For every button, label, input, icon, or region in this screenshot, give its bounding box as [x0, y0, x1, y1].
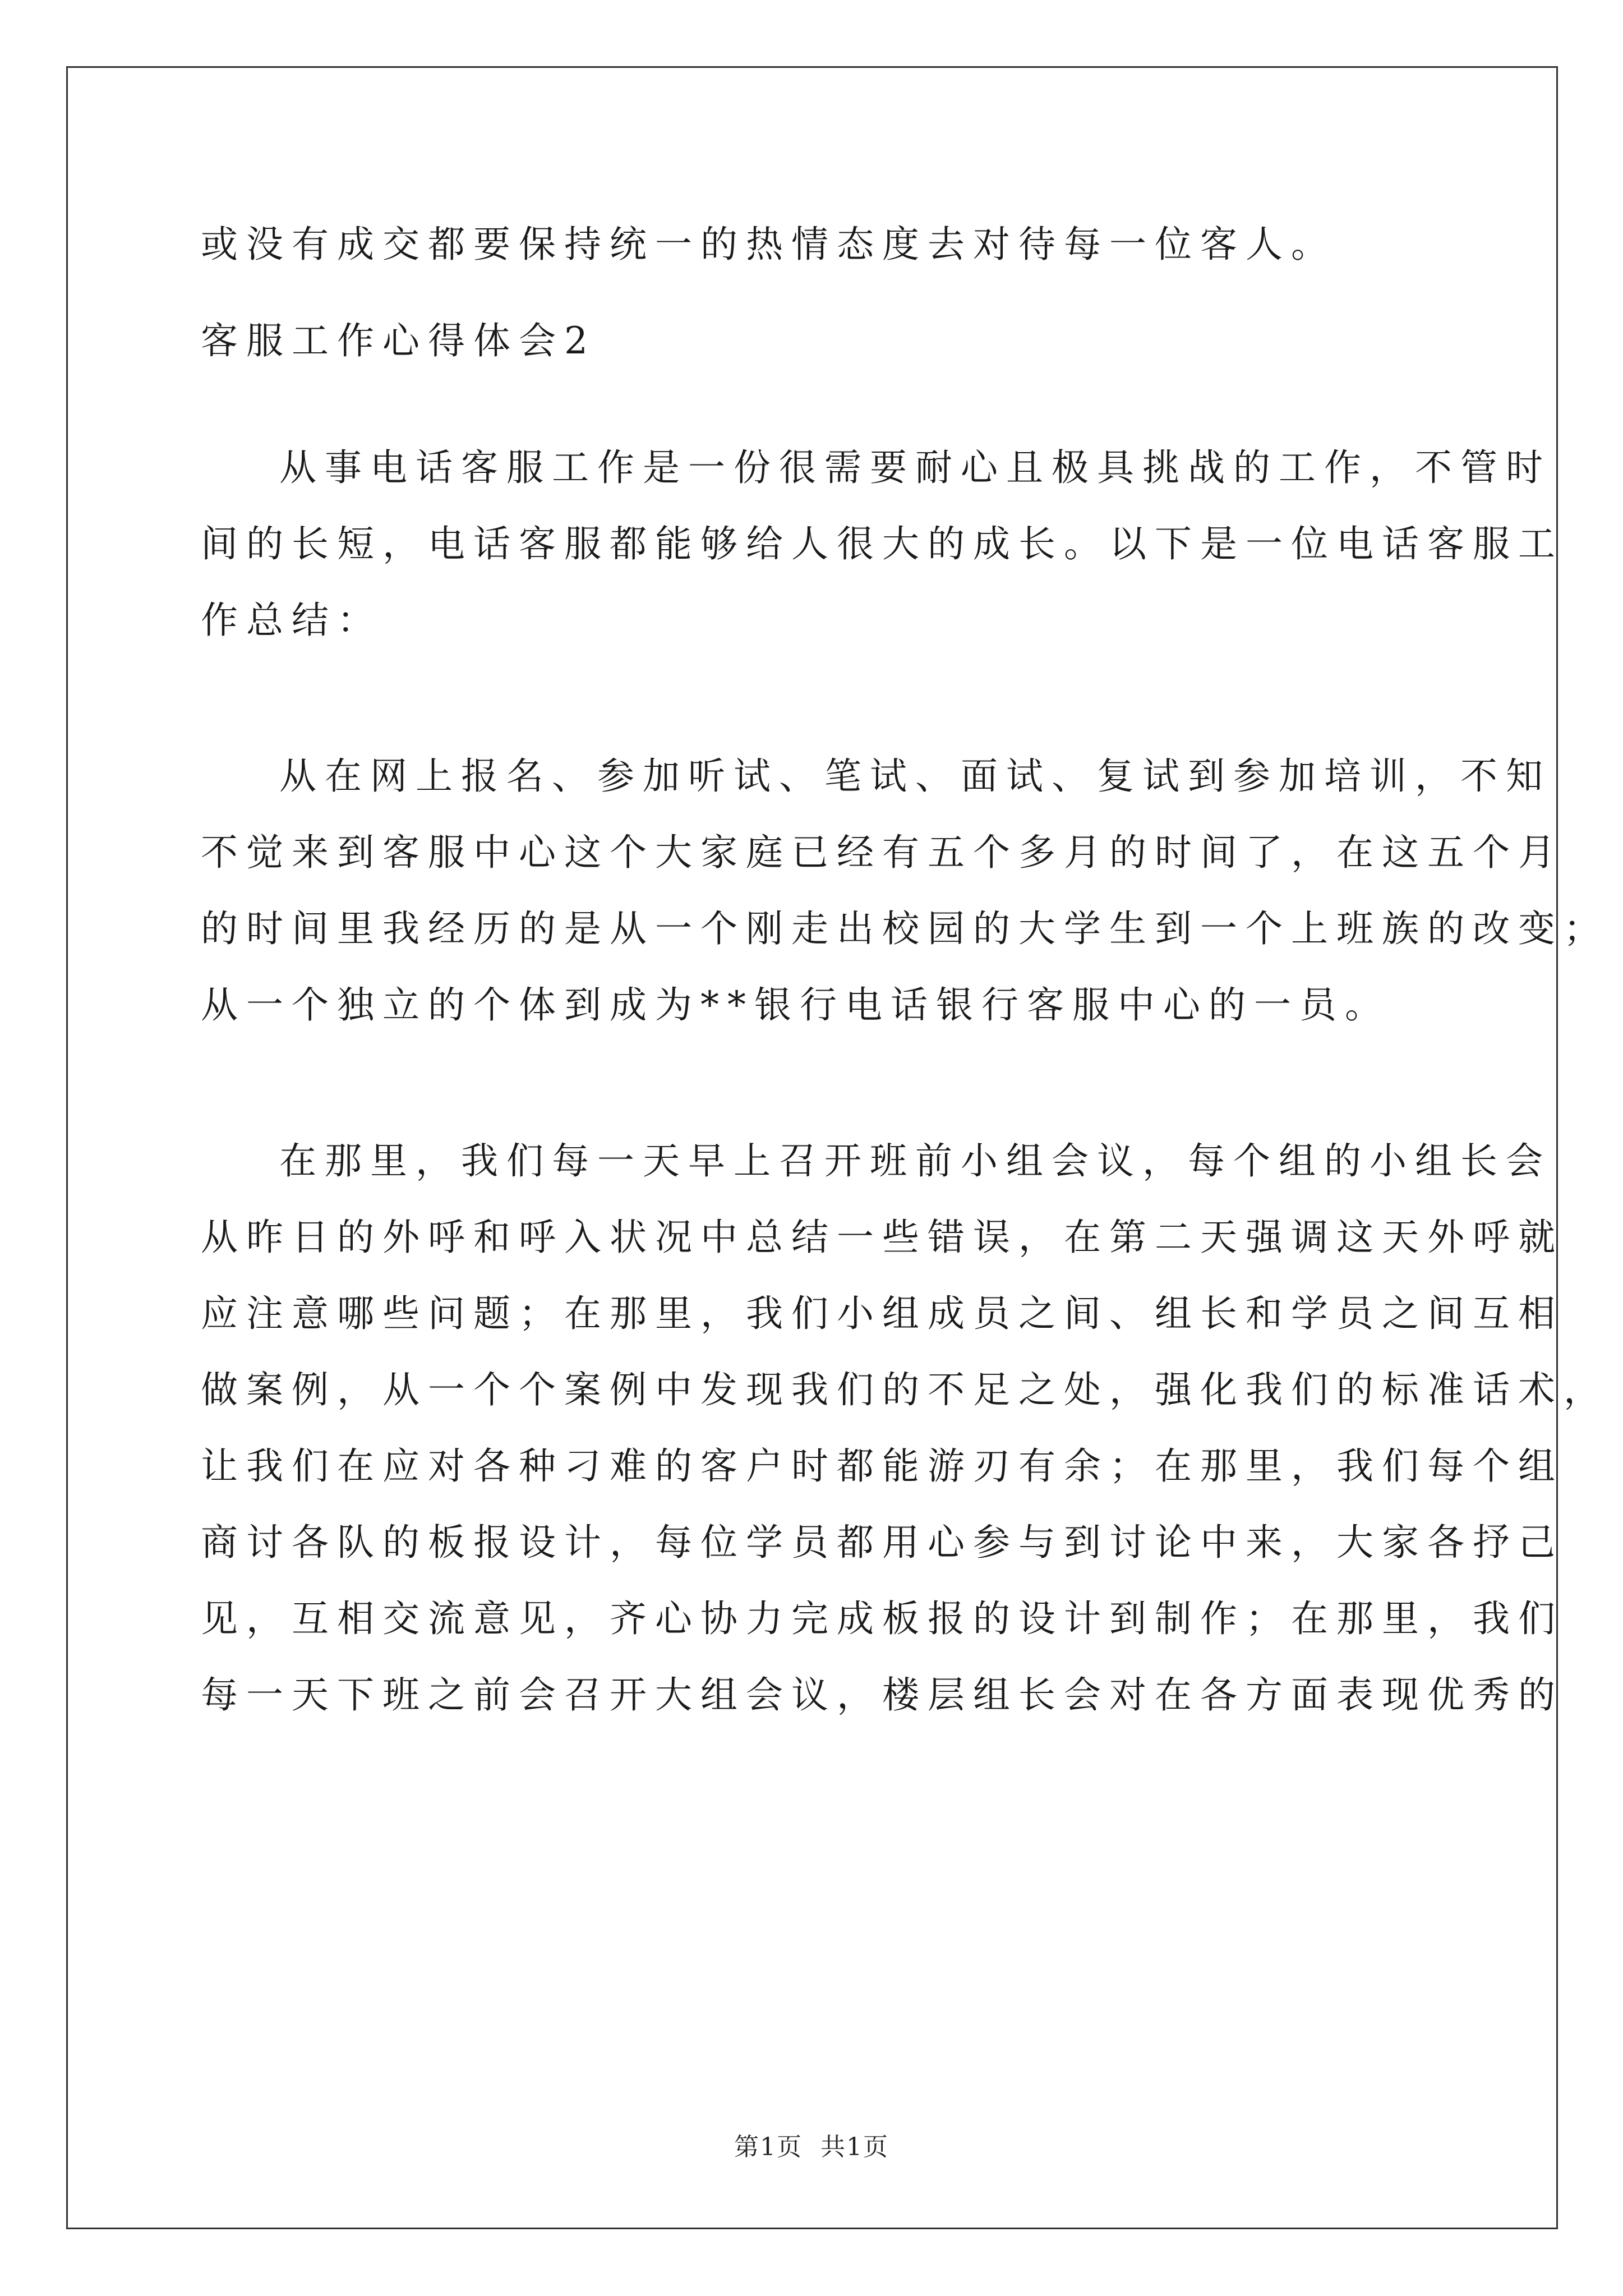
paragraph-line: 每一天下班之前会召开大组会议，楼层组长会对在各方面表现优秀的	[201, 1673, 1564, 1717]
text-line: 或没有成交都要保持统一的热情态度去对待每一位客人。	[201, 223, 1336, 266]
paragraph-line: 商讨各队的板报设计，每位学员都用心参与到讨论中来，大家各抒己	[201, 1521, 1564, 1564]
paragraph-line: 从在网上报名、参加听试、笔试、面试、复试到参加培训，不知	[279, 754, 1551, 798]
paragraph-line: 作总结：	[201, 599, 382, 642]
paragraph-line: 见，互相交流意见，齐心协力完成板报的设计到制作；在那里，我们	[201, 1597, 1564, 1640]
page-footer	[0, 2131, 1623, 2164]
paragraph-line: 从事电话客服工作是一份很需要耐心且极具挑战的工作，不管时	[279, 446, 1551, 489]
paragraph-line: 让我们在应对各种刁难的客户时都能游刃有余；在那里，我们每个组	[201, 1444, 1564, 1488]
paragraph-line: 从昨日的外呼和呼入状况中总结一些错误，在第二天强调这天外呼就	[201, 1216, 1564, 1259]
paragraph-line: 应注意哪些问题；在那里，我们小组成员之间、组长和学员之间互相	[201, 1292, 1564, 1335]
section-heading: 客服工作心得体会2	[201, 319, 596, 362]
paragraph-line: 不觉来到客服中心这个大家庭已经有五个多月的时间了，在这五个月	[201, 831, 1564, 874]
paragraph-line: 的时间里我经历的是从一个刚走出校园的大学生到一个上班族的改变；	[201, 907, 1609, 950]
paragraph-line: 做案例，从一个个案例中发现我们的不足之处，强化我们的标准话术，	[201, 1368, 1609, 1411]
paragraph-line: 在那里，我们每一天早上召开班前小组会议，每个组的小组长会	[279, 1139, 1551, 1182]
paragraph-line: 间的长短，电话客服都能够给人很大的成长。以下是一位电话客服工	[201, 522, 1564, 565]
paragraph-line: 从一个独立的个体到成为**银行电话银行客服中心的一员。	[201, 983, 1390, 1027]
page-number: 第1页	[734, 2133, 803, 2161]
page-total: 共1页	[820, 2133, 889, 2161]
